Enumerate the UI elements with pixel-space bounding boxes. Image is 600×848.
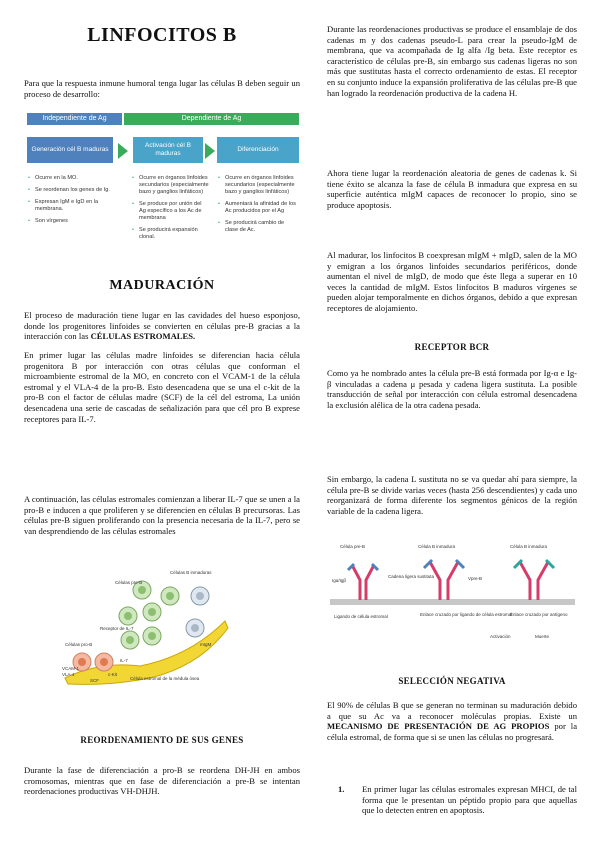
list-item: • Se reordenan los genes de Ig.: [27, 187, 115, 194]
arrow-icon: [205, 143, 215, 159]
fig2-label: Activación: [490, 634, 511, 639]
fig2-label: Cadena ligera sustituta: [388, 574, 435, 579]
stromal-cells-figure: [60, 566, 230, 686]
seleccion-paragraph: [327, 700, 577, 742]
fig2-label: Célula B inmadura: [510, 544, 548, 549]
fig1-label: SCF: [90, 678, 99, 683]
right-paragraph-2: Ahora tiene lugar la reordenación aleatoria de genes de cadenas k. Si tiene éxito se alcanza la fase de célula B inmadura que expresa en su superficie auténtica mIgM capaces de reconocer lo propio, sino se produce apoptosis.: [327, 168, 577, 210]
maduracion-bold-term: CÉLULAS ESTROMALES.: [90, 331, 196, 342]
receptor-paragraph-2: Sin embargo, la cadena L sustituta no se va quedar ahí para siempre, la célula pre-B se divide varias veces (hasta 256 descendientes) y cada uno reorganizará de forma diferente los segmentos génicos de la región variable de la cadena ligera.: [327, 474, 577, 516]
diagram-box-differentiation: Diferenciación: [217, 137, 299, 163]
bcr-receptor-figure: [330, 540, 575, 660]
list-item: • Se produce por unión del Ag específico a los Ac de membrana: [131, 201, 209, 222]
section-heading-reordenamiento: REORDENAMIENTO DE SUS GENES: [80, 735, 244, 745]
fig1-label: mIgM: [200, 642, 212, 647]
diagram-header-independent: Independiente de Ag: [27, 113, 122, 125]
diagram-list-generation: [27, 175, 115, 230]
list-item: • Se producirá expansión clonal.: [131, 227, 209, 241]
fig1-label: Células pro-B: [65, 642, 93, 647]
list-item: • Se producirá cambio de clase de Ac.: [217, 220, 297, 234]
seleccion-text: El 90% de células B que se generan no terminan su maduración debido a que su Ac va a reconocer moléculas propias. Existe un: [327, 700, 577, 721]
fig2-label: Célula B inmadura: [418, 544, 456, 549]
maduracion-text: El proceso de maduración tiene lugar en las cavidades del hueso esponjoso, donde los progenitores linfoides se convierten en células pre-B gracias a la interacción con las: [24, 310, 300, 342]
receptor-paragraph-1: Como ya he nombrado antes la célula pre-B está formada por Ig-α e Ig-β vinculadas a cadena μ pesada y cadena ligera sustituta. La posible transducción de señal por interacción con célula estromal desencadena la exclusión alélica de la otra cadena pesada.: [327, 368, 577, 410]
seleccion-bold-term: MECANISMO DE PRESENTACIÓN DE AG PROPIOS: [327, 721, 550, 732]
fig2-label: Ligando de célula estromal: [334, 614, 388, 619]
fig1-label: VLA-4: [62, 672, 75, 677]
right-paragraph-1: Durante las reordenaciones productivas se produce el ensamblaje de dos cadenas m y dos cadenas pseudo-L para crear la pseudo-IgM de membrana, que va acompañada de Ig alfa /Ig beta. Este receptor es característico de células pre-B, sin embargo sus cadenas ligeras no son más que sustitutas hasta el correcto ordenamiento de estas. El receptor en su conjunto induce la expansión proliferativa de las células pre-B que han logrado la reordenación productiva de la cadena H.: [327, 24, 577, 98]
fig1-label: c-Kit: [108, 672, 117, 677]
fig1-label: IL-7: [120, 658, 128, 663]
fig2-label: Célula pre-B: [340, 544, 366, 549]
fig1-label: Células pre-B: [115, 580, 143, 585]
left-column: [24, 0, 300, 47]
maduracion-paragraph-2: En primer lugar las células madre linfoides se diferencian hacia célula progenitora B por interacción con otras células que conforman el microambiente estromal de la MO, en concreto con el VCAM-1 de la célula estromal y el VLA-4 de la pro-B. Esto desencadena que se una el c-kit de la pro-B con el factor de células madre (SCF) de la cél del estroma, La unión desencadena una serie de cascadas de señalización para que cél pro B exprese receptores para IL-7.: [24, 350, 300, 424]
list-item: • Expresan IgM e IgD en la membrana.: [27, 199, 115, 213]
seleccion-text-end: por la célula estromal, de forma que si se unen las células no progresará.: [327, 721, 578, 742]
diagram-list-activation: [131, 175, 209, 246]
fig1-label: Células B inmaduras: [170, 570, 212, 575]
section-heading-receptor: RECEPTOR BCR: [414, 342, 490, 352]
right-paragraph-3: Al madurar, los linfocitos B coexpresan mIgM + mIgD, salen de la MO y emigran a los órganos linfoides secundarios periféricos, donde aumentan el nivel de mIgD, de modo que éste llega a superar en 10 veces la cantidad de mIgM. Estos linfocitos B maduros vírgenes se pueden alojar temporalmente en dichos órganos, debido a que expresan receptores de alojamiento.: [327, 250, 577, 313]
intro-paragraph: Para que la respuesta inmune humoral tenga lugar las células B deben seguir un proceso de desarrollo:: [24, 78, 300, 99]
fig1-label: Célula estromal de la médula ósea: [130, 676, 200, 681]
section-heading-seleccion: SELECCIÓN NEGATIVA: [398, 676, 506, 686]
maduracion-paragraph-3: A continuación, las células estromales comienzan a liberar IL-7 que se unen a la pro-B e inducen a que proliferen y se diferencien en células B precursoras. Las células pre-B siguen proliferando con la presencia necesaria de la IL-7, pero se van desprendiendo de las células estromales: [24, 494, 300, 536]
fig1-label: Receptor de IL-7: [100, 626, 134, 631]
reordenamiento-paragraph: Durante la fase de diferenciación a pro-B se reordena DH-JH en ambos cromosomas, mientras que en fase de diferenciación a pre-B se intentan reordenaciones productivas VH-DHJH.: [24, 765, 300, 797]
seleccion-item-1: En primer lugar las células estromales expresan MHCI, de tal forma que le presentan un péptido propio para que aquellas que lo detecten entren en apoptosis.: [362, 784, 577, 816]
maduracion-paragraph-1: [24, 310, 300, 342]
fig2-label: Vpre-B: [468, 576, 483, 581]
list-item: • Ocurre en órganos linfoides secundarios (especialmente bazo y ganglios linfáticos): [131, 175, 209, 196]
fig2-label: Enlace cruzado por ligando de célula estromal: [420, 612, 513, 617]
fig2-label: Igα/Igβ: [332, 578, 346, 583]
list-item: • Ocurre en la MO.: [27, 175, 115, 182]
diagram-box-generation: Generación cél B maduras: [27, 137, 113, 163]
fig1-label: VCAM-1: [62, 666, 80, 671]
list-item: • Son vírgenes: [27, 218, 115, 225]
section-heading-maduracion: MADURACIÓN: [109, 278, 215, 293]
fig2-label: Enlace cruzado por antígeno: [510, 612, 568, 617]
arrow-icon: [118, 143, 128, 159]
list-number: 1.: [338, 784, 345, 794]
page-title: LINFOCITOS B: [87, 24, 237, 46]
development-diagram: [27, 113, 299, 273]
list-item: • Ocurre en órganos linfoides secundarios (especialmente bazo y ganglios linfáticos): [217, 175, 297, 196]
diagram-list-differentiation: [217, 175, 297, 239]
diagram-box-activation: Activación cél B maduras: [133, 137, 203, 163]
diagram-header-dependent: Dependiente de Ag: [124, 113, 299, 125]
list-item: • Aumentará la afinidad de los Ac producidos por el Ag: [217, 201, 297, 215]
fig2-label: Muerte: [535, 634, 550, 639]
